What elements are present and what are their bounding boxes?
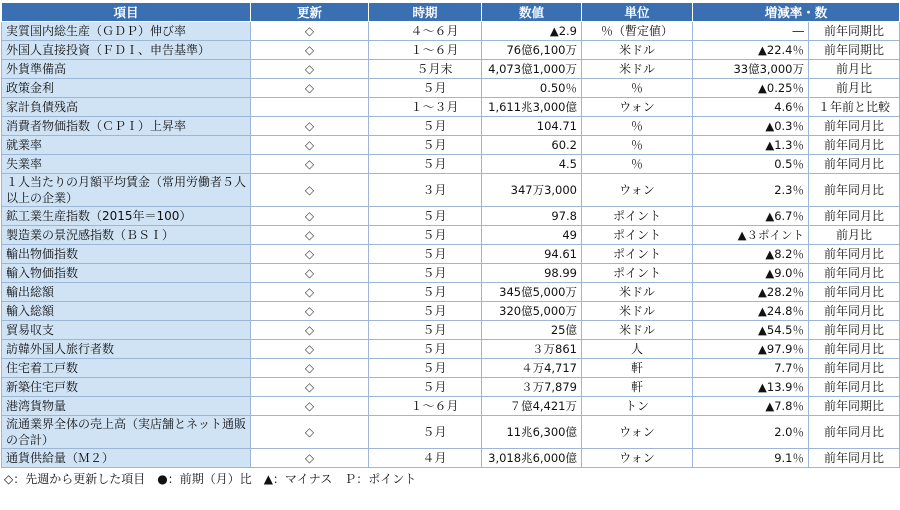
row-period: １～３月 bbox=[369, 98, 482, 117]
row-value: 76億6,100万 bbox=[482, 41, 582, 60]
row-change: 2.0％ bbox=[693, 416, 809, 449]
row-comparison: 前月比 bbox=[809, 226, 900, 245]
header-item: 項目 bbox=[2, 3, 251, 22]
row-value: 345億5,000万 bbox=[482, 283, 582, 302]
row-update-mark: ◇ bbox=[251, 449, 369, 468]
row-comparison: 前月比 bbox=[809, 60, 900, 79]
row-update-mark: ◇ bbox=[251, 245, 369, 264]
row-value: 0.50％ bbox=[482, 79, 582, 98]
row-change: ▲0.3％ bbox=[693, 117, 809, 136]
row-update-mark: ◇ bbox=[251, 264, 369, 283]
row-unit: 軒 bbox=[582, 359, 693, 378]
row-item-label: 実質国内総生産（ＧＤＰ）伸び率 bbox=[2, 22, 251, 41]
row-period: ５月 bbox=[369, 283, 482, 302]
row-unit: トン bbox=[582, 397, 693, 416]
row-change: ▲8.2％ bbox=[693, 245, 809, 264]
row-item-label: 輸出物価指数 bbox=[2, 245, 251, 264]
row-value: 97.8 bbox=[482, 207, 582, 226]
row-change: ― bbox=[693, 22, 809, 41]
row-update-mark: ◇ bbox=[251, 22, 369, 41]
row-change: ▲３ポイント bbox=[693, 226, 809, 245]
row-item-label: 新築住宅戸数 bbox=[2, 378, 251, 397]
row-item-label: 失業率 bbox=[2, 155, 251, 174]
table-row bbox=[2, 340, 900, 359]
row-item-label: 外国人直接投資（ＦＤＩ、申告基準） bbox=[2, 41, 251, 60]
row-period: ５月 bbox=[369, 155, 482, 174]
row-period: ５月 bbox=[369, 136, 482, 155]
row-item-label: 輸出総額 bbox=[2, 283, 251, 302]
row-item-label: 就業率 bbox=[2, 136, 251, 155]
row-change: 0.5％ bbox=[693, 155, 809, 174]
table-row bbox=[2, 60, 900, 79]
row-period: １～６月 bbox=[369, 397, 482, 416]
table-row bbox=[2, 98, 900, 117]
row-item-label: 消費者物価指数（ＣＰＩ）上昇率 bbox=[2, 117, 251, 136]
row-value: 104.71 bbox=[482, 117, 582, 136]
row-update-mark: ◇ bbox=[251, 136, 369, 155]
row-value: 11兆6,300億 bbox=[482, 416, 582, 449]
row-update-mark: ◇ bbox=[251, 416, 369, 449]
row-unit: ％（暫定値） bbox=[582, 22, 693, 41]
row-item-label: 家計負債残高 bbox=[2, 98, 251, 117]
row-update-mark: ◇ bbox=[251, 226, 369, 245]
table-row bbox=[2, 264, 900, 283]
row-value: ４万4,717 bbox=[482, 359, 582, 378]
header-unit: 単位 bbox=[582, 3, 693, 22]
row-update-mark: ◇ bbox=[251, 117, 369, 136]
row-period: ５月 bbox=[369, 117, 482, 136]
table-row bbox=[2, 416, 900, 449]
row-unit: ウォン bbox=[582, 98, 693, 117]
row-period: ５月 bbox=[369, 359, 482, 378]
row-change: ▲24.8％ bbox=[693, 302, 809, 321]
row-change: ▲1.3％ bbox=[693, 136, 809, 155]
row-unit: 人 bbox=[582, 340, 693, 359]
row-update-mark: ◇ bbox=[251, 321, 369, 340]
table-row bbox=[2, 117, 900, 136]
row-comparison: 前年同期比 bbox=[809, 41, 900, 60]
row-update-mark: ◇ bbox=[251, 155, 369, 174]
row-change: 33億3,000万 bbox=[693, 60, 809, 79]
row-change: ▲54.5％ bbox=[693, 321, 809, 340]
row-value: ３万7,879 bbox=[482, 378, 582, 397]
row-value: 49 bbox=[482, 226, 582, 245]
row-unit: 米ドル bbox=[582, 321, 693, 340]
table-row bbox=[2, 226, 900, 245]
header-row bbox=[2, 3, 900, 22]
row-comparison: １年前と比較 bbox=[809, 98, 900, 117]
table-row bbox=[2, 245, 900, 264]
row-comparison: 前年同月比 bbox=[809, 302, 900, 321]
row-change: ▲0.25％ bbox=[693, 79, 809, 98]
row-value: 320億5,000万 bbox=[482, 302, 582, 321]
row-update-mark: ◇ bbox=[251, 397, 369, 416]
row-period: ５月 bbox=[369, 378, 482, 397]
row-update-mark: ◇ bbox=[251, 207, 369, 226]
table-row bbox=[2, 397, 900, 416]
row-item-label: 住宅着工戸数 bbox=[2, 359, 251, 378]
row-period: ３月 bbox=[369, 174, 482, 207]
row-period: ５月 bbox=[369, 302, 482, 321]
row-update-mark: ◇ bbox=[251, 41, 369, 60]
row-period: ４月 bbox=[369, 449, 482, 468]
row-change: ▲28.2％ bbox=[693, 283, 809, 302]
row-period: ５月 bbox=[369, 416, 482, 449]
row-period: ４～６月 bbox=[369, 22, 482, 41]
row-value: 94.61 bbox=[482, 245, 582, 264]
row-unit: ウォン bbox=[582, 449, 693, 468]
row-item-label: 輸入物価指数 bbox=[2, 264, 251, 283]
row-item-label: 貿易収支 bbox=[2, 321, 251, 340]
row-change: 7.7％ bbox=[693, 359, 809, 378]
header-value: 数値 bbox=[482, 3, 582, 22]
row-unit: 米ドル bbox=[582, 60, 693, 79]
row-value: 1,611兆3,000億 bbox=[482, 98, 582, 117]
row-item-label: 鉱工業生産指数（2015年＝100） bbox=[2, 207, 251, 226]
row-comparison: 前年同月比 bbox=[809, 245, 900, 264]
row-update-mark: ◇ bbox=[251, 359, 369, 378]
row-unit: ％ bbox=[582, 117, 693, 136]
row-comparison: 前年同月比 bbox=[809, 416, 900, 449]
row-unit: 米ドル bbox=[582, 283, 693, 302]
row-period: １～６月 bbox=[369, 41, 482, 60]
row-change: 2.3％ bbox=[693, 174, 809, 207]
row-period: ５月 bbox=[369, 321, 482, 340]
row-period: ５月 bbox=[369, 226, 482, 245]
row-comparison: 前年同月比 bbox=[809, 283, 900, 302]
row-comparison: 前年同月比 bbox=[809, 207, 900, 226]
row-update-mark: ◇ bbox=[251, 340, 369, 359]
row-unit: 米ドル bbox=[582, 302, 693, 321]
row-comparison: 前年同月比 bbox=[809, 378, 900, 397]
table-row bbox=[2, 359, 900, 378]
table-row bbox=[2, 283, 900, 302]
row-value: 25億 bbox=[482, 321, 582, 340]
row-comparison: 前年同月比 bbox=[809, 155, 900, 174]
row-value: ７億4,421万 bbox=[482, 397, 582, 416]
row-update-mark: ◇ bbox=[251, 283, 369, 302]
row-update-mark: ◇ bbox=[251, 79, 369, 98]
table-row bbox=[2, 41, 900, 60]
row-update-mark: ◇ bbox=[251, 60, 369, 79]
table-row bbox=[2, 79, 900, 98]
row-item-label: 訪韓外国人旅行者数 bbox=[2, 340, 251, 359]
row-item-label: 製造業の景況感指数（ＢＳＩ） bbox=[2, 226, 251, 245]
row-period: ５月 bbox=[369, 340, 482, 359]
row-update-mark: ◇ bbox=[251, 378, 369, 397]
row-comparison: 前年同月比 bbox=[809, 359, 900, 378]
row-item-label: 流通業界全体の売上高（実店舗とネット通販の合計） bbox=[2, 416, 251, 449]
row-change: 9.1％ bbox=[693, 449, 809, 468]
row-comparison: 前年同月比 bbox=[809, 264, 900, 283]
row-unit: ポイント bbox=[582, 226, 693, 245]
row-value: 347万3,000 bbox=[482, 174, 582, 207]
row-comparison: 前月比 bbox=[809, 79, 900, 98]
table-row bbox=[2, 378, 900, 397]
row-item-label: 通貨供給量（Ｍ２） bbox=[2, 449, 251, 468]
row-item-label: 輸入総額 bbox=[2, 302, 251, 321]
row-comparison: 前年同期比 bbox=[809, 397, 900, 416]
row-unit: ポイント bbox=[582, 207, 693, 226]
row-comparison: 前年同月比 bbox=[809, 117, 900, 136]
row-item-label: １人当たりの月額平均賃金（常用労働者５人以上の企業） bbox=[2, 174, 251, 207]
row-value: ▲2.9 bbox=[482, 22, 582, 41]
row-comparison: 前年同月比 bbox=[809, 136, 900, 155]
row-update-mark bbox=[251, 98, 369, 117]
row-unit: ポイント bbox=[582, 245, 693, 264]
table-row bbox=[2, 155, 900, 174]
economic-indicators-table bbox=[1, 2, 900, 468]
row-unit: 軒 bbox=[582, 378, 693, 397]
row-item-label: 港湾貨物量 bbox=[2, 397, 251, 416]
table-row bbox=[2, 321, 900, 340]
row-change: ▲97.9％ bbox=[693, 340, 809, 359]
row-update-mark: ◇ bbox=[251, 174, 369, 207]
row-comparison: 前年同期比 bbox=[809, 22, 900, 41]
row-unit: ウォン bbox=[582, 416, 693, 449]
row-period: ５月末 bbox=[369, 60, 482, 79]
row-comparison: 前年同月比 bbox=[809, 449, 900, 468]
row-period: ５月 bbox=[369, 245, 482, 264]
row-value: 4.5 bbox=[482, 155, 582, 174]
row-change: ▲6.7％ bbox=[693, 207, 809, 226]
row-unit: ポイント bbox=[582, 264, 693, 283]
row-update-mark: ◇ bbox=[251, 302, 369, 321]
row-value: 98.99 bbox=[482, 264, 582, 283]
table-row bbox=[2, 22, 900, 41]
legend-note: ◇：先週から更新した項目 ●：前期（月）比 ▲：マイナス Ｐ：ポイント bbox=[4, 472, 417, 486]
row-unit: ％ bbox=[582, 79, 693, 98]
row-unit: ％ bbox=[582, 136, 693, 155]
row-unit: ％ bbox=[582, 155, 693, 174]
row-item-label: 外貨準備高 bbox=[2, 60, 251, 79]
row-value: 60.2 bbox=[482, 136, 582, 155]
table-row bbox=[2, 302, 900, 321]
row-comparison: 前年同月比 bbox=[809, 340, 900, 359]
table-row bbox=[2, 449, 900, 468]
row-comparison: 前年同月比 bbox=[809, 321, 900, 340]
table-row bbox=[2, 136, 900, 155]
row-period: ５月 bbox=[369, 264, 482, 283]
header-update: 更新 bbox=[251, 3, 369, 22]
header-period: 時期 bbox=[369, 3, 482, 22]
row-change: 4.6％ bbox=[693, 98, 809, 117]
row-period: ５月 bbox=[369, 207, 482, 226]
row-change: ▲7.8％ bbox=[693, 397, 809, 416]
table-row bbox=[2, 174, 900, 207]
row-value: 4,073億1,000万 bbox=[482, 60, 582, 79]
row-value: ３万861 bbox=[482, 340, 582, 359]
row-change: ▲13.9％ bbox=[693, 378, 809, 397]
table-body bbox=[2, 22, 900, 468]
row-unit: 米ドル bbox=[582, 41, 693, 60]
row-comparison: 前年同月比 bbox=[809, 174, 900, 207]
header-change: 増減率・数 bbox=[693, 3, 900, 22]
row-change: ▲9.0％ bbox=[693, 264, 809, 283]
row-value: 3,018兆6,000億 bbox=[482, 449, 582, 468]
row-item-label: 政策金利 bbox=[2, 79, 251, 98]
row-unit: ウォン bbox=[582, 174, 693, 207]
table-row bbox=[2, 207, 900, 226]
row-period: ５月 bbox=[369, 79, 482, 98]
row-change: ▲22.4％ bbox=[693, 41, 809, 60]
